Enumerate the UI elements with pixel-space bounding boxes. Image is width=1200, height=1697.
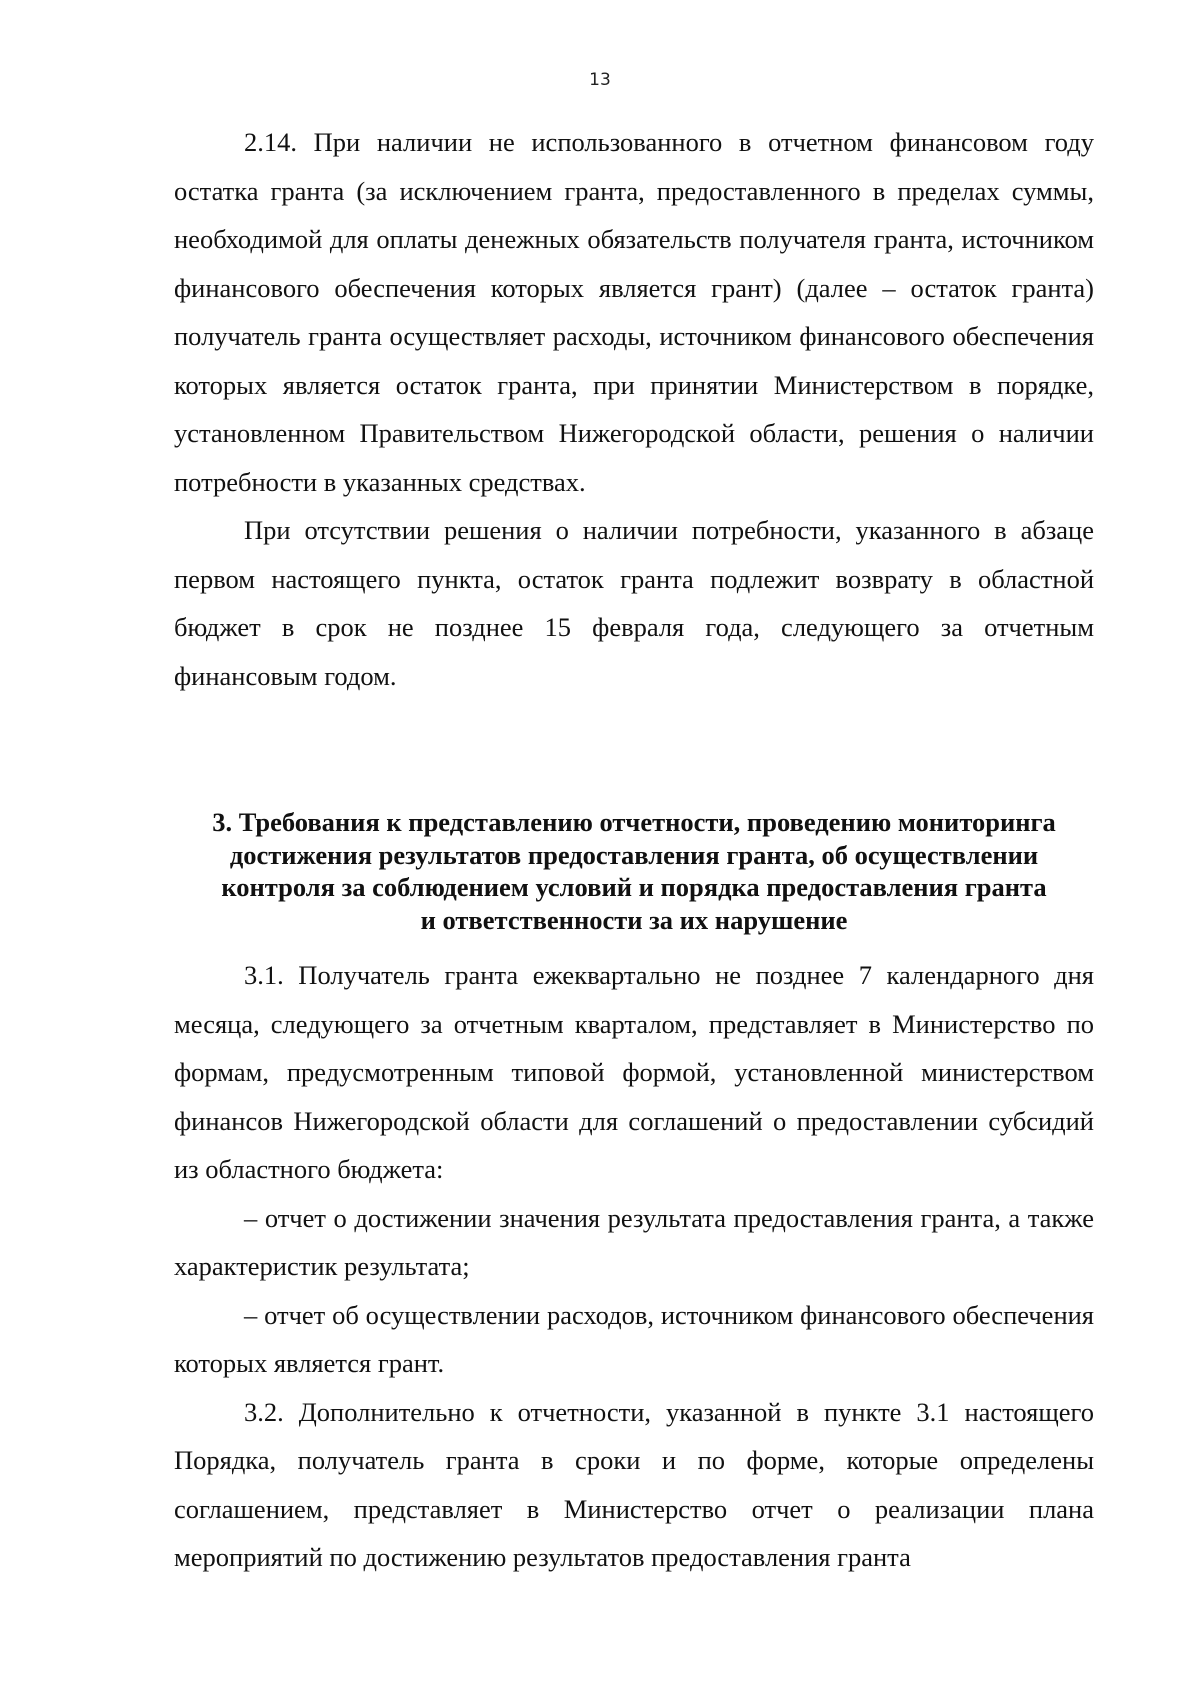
page-number: 13 (589, 70, 611, 90)
paragraph-2-14: 2.14. При наличии не использованного в отчетном финансовом году остатка гранта (за исключением гранта, предоставленного в пределах суммы, необходимой для оплаты денежных обязательств получателя гранта, источником финансового обеспечения которых является грант) (далее – остаток гранта) получатель гранта осуществляет расходы, источником финансового обеспечения которых является остаток гранта, при принятии Министерством в порядке, установленном Правительством Нижегородской области, решения о наличии потребности в указанных средствах. (174, 127, 1094, 497)
heading-line: 3. Требования к представлению отчетности, проведению мониторинга (212, 807, 1056, 837)
list-item-report-expenses: – отчет об осуществлении расходов, источником финансового обеспечения которых является грант. (174, 1299, 1094, 1378)
paragraph-3-1: 3.1. Получатель гранта ежеквартально не позднее 7 календарного дня месяца, следующего за отчетным кварталом, представляет в Министерство по формам, предусмотренным типовой формой, установленной министерством финансов Нижегородской области для соглашений о предоставлении субсидий из областного бюджета: (174, 960, 1094, 1184)
list-item-report-results: – отчет о достижении значения результата предоставления гранта, а также характеристик результата; (174, 1202, 1094, 1281)
heading-line: и ответственности за их нарушение (420, 904, 848, 935)
heading-line: контроля за соблюдением условий и порядка предоставления гранта (221, 872, 1047, 902)
section-2-14 (174, 118, 1094, 700)
section-3-heading (174, 806, 1094, 936)
paragraph-3-2: 3.2. Дополнительно к отчетности, указанной в пункте 3.1 настоящего Порядка, получатель гранта в сроки и по форме, которые определены соглашением, представляет в Министерство отчет о реализации плана мероприятий по достижению результатов предоставления гранта (174, 1396, 1094, 1572)
paragraph-2-14-continued: При отсутствии решения о наличии потребности, указанного в абзаце первом настоящего пункта, остаток гранта подлежит возврату в областной бюджет в срок не позднее 15 февраля года, следующего за отчетным финансовым годом. (174, 515, 1094, 691)
heading-line: достижения результатов предоставления гранта, об осуществлении (229, 839, 1039, 870)
section-3-body (174, 951, 1094, 1582)
